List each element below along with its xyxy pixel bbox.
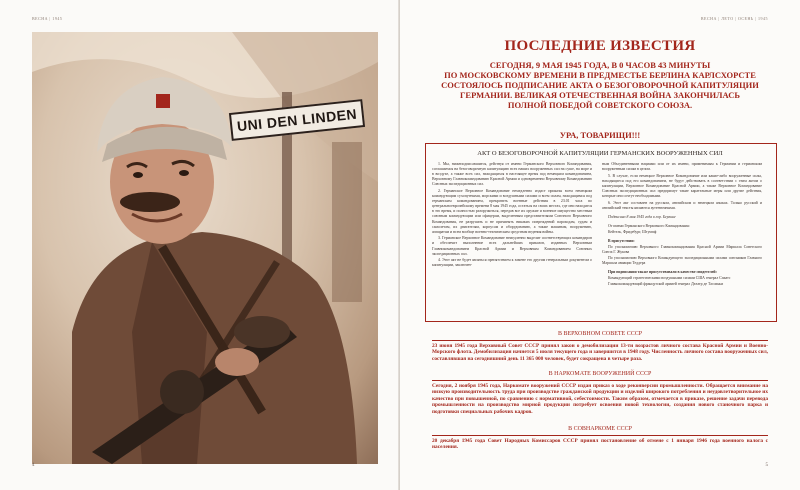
section-title-sovnarkom: В СОВНАРКОМЕ СССР <box>568 426 632 432</box>
page-title: ПОСЛЕДНИЕ ИЗВЕСТИЯ <box>504 38 696 54</box>
act-paragraph: ным Объединенными нациями или от их имени, применимым к Германии и германским вооруженным силам в целом. <box>602 162 762 172</box>
lead-line: СЕГОДНЯ, 9 МАЯ 1945 ГОДА, В 0 ЧАСОВ 43 МИНУТЫ <box>489 60 711 70</box>
lead-announcement <box>440 60 760 110</box>
section-body-supreme-soviet: 23 июня 1945 года Верховный Совет СССР принял закон о демобилизации 13-ти возрастов личного состава Красной Армии и Военно-Морского флота. Демобилизация начнется 5 июля текущего года и завершится в 1948 году. Численность личного состава вооруженных сил, составлявшая на сегодняшний день 11 365 000 человек, будет сокращена в четыре раза. <box>432 343 768 362</box>
act-paragraph: 3. Германское Верховное Командование немедленно выделит соответствующих командиров и обеспечит выполнение всех дальнейших приказов, изданных Верховным Главнокомандованием Красной Армии и Верховным Командованием Союзных экспедиционных сил. <box>432 236 592 256</box>
slogan: УРА, ТОВАРИЩИ!!! <box>559 130 641 140</box>
section-title-armaments: В НАРКОМАТЕ ВООРУЖЕНИЙ СССР <box>548 371 652 377</box>
lead-line: ПО МОСКОВСКОМУ ВРЕМЕНИ В ПРЕДМЕСТЬЕ БЕРЛИНА КАРЛСХОРСТЕ <box>444 70 756 80</box>
act-column-right <box>602 162 762 289</box>
running-head-left: ВЕСНА | 1945 <box>32 16 63 21</box>
section-body-sovnarkom: 20 декабря 1945 года Совет Народных Комиссаров СССР принял постановление об отмене с 1 января 1946 года военного налога с населения. <box>432 438 768 451</box>
german-side-label: От имени Германского Верховного Командования: <box>608 223 690 228</box>
act-title: АКТ О БЕЗОГОВОРОЧНОЙ КАПИТУЛЯЦИИ ГЕРМАНСКИХ ВООРУЖЕННЫХ СИЛ <box>477 150 723 157</box>
allied-representative: По уполномочию Верховного Командующего экспедиционными силами союзников Главного Маршала авиации Теддера <box>602 256 762 266</box>
act-paragraph: 1. Мы, нижеподписавшиеся, действуя от имени Германского Верховного Командования, соглашаемся на безоговорочную капитуляцию всех наших вооруженных сил на суше, на море и в воздухе, а также всех сил, находящихся в настоящее время под немецким командованием, Верховному Главнокомандованию Красной Армии и одновременно Верховному Командованию Союзных экспедиционных сил. <box>432 162 592 187</box>
act-paragraph: 6. Этот акт составлен на русском, английском и немецком языках. Только русский и английский тексты являются аутентичными. <box>602 200 762 210</box>
fr-witness: Главнокомандующий французской армией генерал Делатр де Тассиньи <box>608 282 724 287</box>
poster-artwork <box>32 32 378 464</box>
us-witness: Командующий стратегическими воздушными силами США генерал Спаатс <box>608 276 731 280</box>
section-rule <box>432 435 768 436</box>
present-label: В присутствии: <box>608 238 635 243</box>
page-number-left: 4 <box>32 463 35 468</box>
section-title-supreme-soviet: В ВЕРХОВНОМ СОВЕТЕ СССР <box>557 331 643 337</box>
act-paragraph: 2. Германское Верховное Командование немедленно издаст приказы всем немецким командующим сухопутными, морскими и воздушными силами и всем силам, находящимся под германским командованием, прекратить военные действия в 23.01 часа по центральноевропейскому времени 8 мая 1945 года, остаться на своих местах, где они находятся в это время, и полностью разоружиться, передав все их оружие и военное имущество местным союзным командующим или офицерам, выделенным представителями Союзного Верховного Командования, не разрушать и не причинять никаких повреждений пароходам, судам и самолетам, их двигателям, корпусам и оборудованию, а также машинам, вооружению, аппаратам и всем вообще военно-техническим средствам ведения войны. <box>432 188 592 234</box>
street-sign: UNI DEN LINDEN <box>229 99 365 141</box>
lead-line: ПОЛНОЙ ПОБЕДОЙ СОВЕТСКОГО СОЮЗА. <box>507 100 693 110</box>
section-rule <box>432 340 768 341</box>
running-head-right: ВЕСНА | ЛЕТО | ОСЕНЬ | 1945 <box>700 16 768 21</box>
lead-line: СОСТОЯЛОСЬ ПОДПИСАНИЕ АКТА О БЕЗОГОВОРОЧНОЙ КАПИТУЛЯЦИИ <box>441 80 759 90</box>
act-place-date: Подписано 8 мая 1945 года в гор. Берлине <box>608 215 676 220</box>
act-paragraph: 4. Этот акт не будет являться препятствием к замене его другим генеральным документом о капитуляции, заключен- <box>432 258 592 268</box>
soviet-representative: По уполномочию Верховного Главнокомандования Красной Армии Маршала Советского Союза Г. Жукова <box>602 244 762 254</box>
act-column-left <box>432 162 592 270</box>
soldier-poster-illustration <box>32 32 378 464</box>
act-paragraph: 5. В случае, если немецкое Верховное Командование или какие-либо вооруженные силы, находящиеся под его командованием, не будут действовать в соответствии с этим актом о капитуляции, Верховное Командование Красной Армии, а также Верховное Командование Союзных экспедиционных сил предпримут такие карательные меры или другие действия, которые они сочтут необходимыми. <box>602 173 762 199</box>
witnesses-label: При подписании также присутствовали в качестве свидетелей: <box>608 269 717 274</box>
page-number-right: 5 <box>765 463 768 468</box>
lead-line: ГЕРМАНИИ. ВЕЛИКАЯ ОТЕЧЕСТВЕННАЯ ВОЙНА ЗАКОНЧИЛАСЬ <box>460 90 740 100</box>
german-signers: Кейтель, Фридебург, Штумпф <box>608 230 657 235</box>
section-body-armaments: Сегодня, 2 ноября 1945 года, Наркомате вооружений СССР издан приказ о ходе реконверсии промышленности. Обращается внимание на низкую производительность труда при производстве гражданской продукции и изделий широкого потребления и неудовлетворительное их качество при повышенной, по сравнению с нормативной, себестоимости. Таким образом, отмечается в приказе, решение задачи перевода промышленности на производство мирной продукции потребует освоения новой технологии, создания нового станочного парка и подготовки специальных рабочих кадров. <box>432 383 768 415</box>
section-rule <box>432 380 768 381</box>
